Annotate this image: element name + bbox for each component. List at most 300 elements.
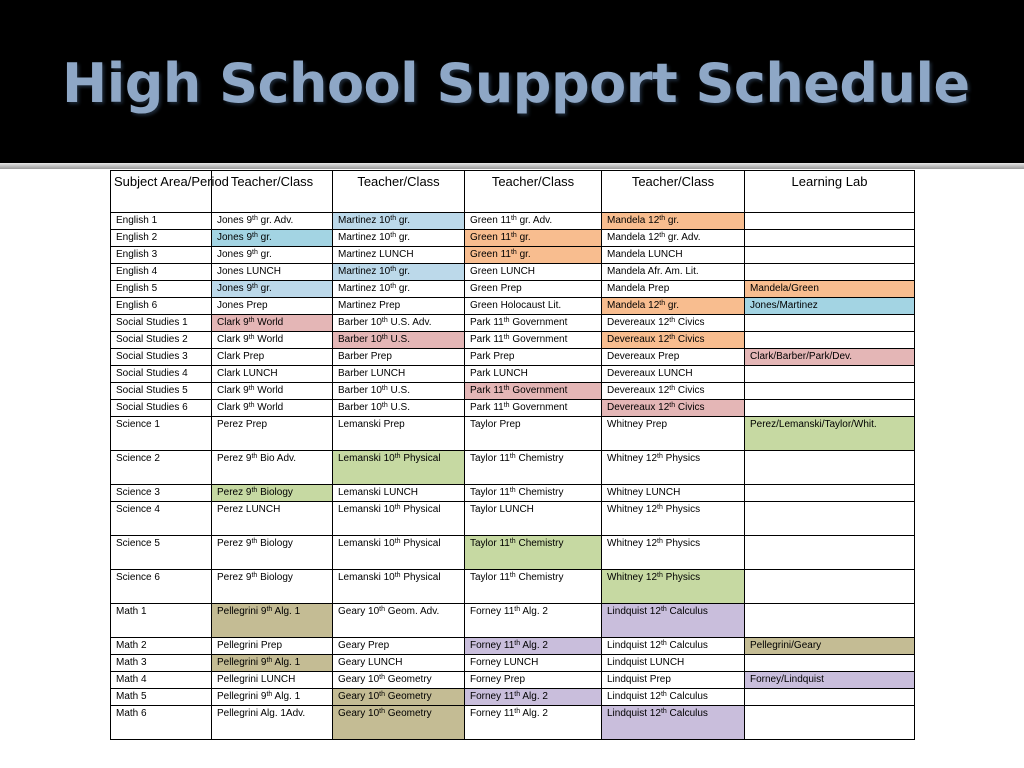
- ordinal-suffix: th: [252, 249, 258, 256]
- teacher-class-cell: [212, 400, 333, 417]
- learning-lab-cell: [745, 264, 915, 281]
- cell-text: World: [254, 317, 284, 328]
- teacher-class-cell: [602, 672, 745, 689]
- page-title: High School Support Schedule: [62, 52, 970, 115]
- cell-text: Lemanski 10: [338, 538, 395, 549]
- learning-lab-label: Mandela/Green: [750, 283, 819, 294]
- cell-text: Jones 9: [217, 283, 253, 294]
- ordinal-suffix: th: [514, 691, 521, 698]
- cell-text: Park LUNCH: [470, 368, 528, 379]
- cell-text: Civics: [675, 402, 705, 413]
- cell-text: Clark Prep: [217, 351, 265, 362]
- cell-text: Park 11: [470, 317, 504, 328]
- cell-text: Taylor 11: [470, 453, 510, 464]
- cell-text: Chemistry: [515, 487, 564, 498]
- subject-cell: [111, 349, 212, 366]
- teacher-class-cell: [333, 672, 465, 689]
- ordinal-suffix: th: [252, 283, 258, 290]
- learning-lab-cell: [745, 672, 915, 689]
- cell-text: Chemistry: [515, 453, 564, 464]
- cell-text: Geary Prep: [338, 640, 390, 651]
- teacher-class-cell: [212, 536, 333, 570]
- ordinal-suffix: th: [252, 215, 258, 222]
- cell-text: gr.: [396, 215, 410, 226]
- cell-text: Perez Prep: [217, 419, 268, 430]
- cell-text: Martinez 10: [338, 283, 391, 294]
- cell-text: Perez 9: [217, 453, 252, 464]
- cell-text: gr. Adv.: [665, 232, 701, 243]
- cell-text: Physical: [400, 572, 441, 583]
- ordinal-suffix: th: [248, 317, 255, 324]
- cell-text: Taylor 11: [470, 538, 510, 549]
- subject-label: Science 5: [116, 538, 160, 549]
- cell-text: Devereaux LUNCH: [607, 368, 693, 379]
- table-row: [111, 230, 915, 247]
- teacher-class-cell: [465, 570, 602, 604]
- learning-lab-label: Pellegrini/Geary: [750, 640, 822, 651]
- header-subject: Subject Area/Period: [111, 171, 212, 213]
- teacher-class-cell: [333, 383, 465, 400]
- teacher-class-cell: [333, 264, 465, 281]
- subject-label: Science 6: [116, 572, 160, 583]
- subject-cell: [111, 298, 212, 315]
- teacher-class-cell: [465, 264, 602, 281]
- teacher-class-cell: [212, 315, 333, 332]
- teacher-class-cell: [602, 604, 745, 638]
- ordinal-suffix: th: [669, 334, 676, 341]
- learning-lab-cell: [745, 485, 915, 502]
- teacher-class-cell: [602, 689, 745, 706]
- teacher-class-cell: [602, 332, 745, 349]
- cell-text: Geary LUNCH: [338, 657, 403, 668]
- cell-text: Devereaux 12: [607, 385, 670, 396]
- cell-text: Geometry: [384, 691, 432, 702]
- ordinal-suffix: th: [251, 487, 258, 494]
- cell-text: Whitney LUNCH: [607, 487, 681, 498]
- learning-lab-label: Jones/Martinez: [750, 300, 818, 311]
- learning-lab-label: Perez/Lemanski/Taylor/Whit.: [750, 419, 877, 430]
- cell-text: Taylor Prep: [470, 419, 521, 430]
- subject-label: Science 2: [116, 453, 160, 464]
- cell-text: Calculus: [666, 691, 708, 702]
- cell-text: Government: [509, 334, 568, 345]
- table-row: [111, 485, 915, 502]
- teacher-class-cell: [333, 638, 465, 655]
- teacher-class-cell: [465, 400, 602, 417]
- cell-text: Devereaux 12: [607, 334, 670, 345]
- learning-lab-cell: [745, 213, 915, 230]
- subject-cell: [111, 400, 212, 417]
- cell-text: Green LUNCH: [470, 266, 536, 277]
- table-row: [111, 451, 915, 485]
- learning-lab-cell: [745, 536, 915, 570]
- learning-lab-cell: [745, 689, 915, 706]
- teacher-class-cell: [602, 570, 745, 604]
- subject-label: Math 6: [116, 708, 147, 719]
- cell-text: Jones 9: [217, 232, 253, 243]
- cell-text: gr.: [516, 232, 531, 243]
- header-teacher-class-3: Teacher/Class: [465, 171, 602, 213]
- ordinal-suffix: th: [251, 453, 258, 460]
- cell-text: gr.: [516, 249, 531, 260]
- teacher-class-cell: [333, 332, 465, 349]
- table-row: [111, 672, 915, 689]
- teacher-class-cell: [333, 604, 465, 638]
- cell-text: gr. Adv.: [516, 215, 553, 226]
- cell-text: Clark LUNCH: [217, 368, 278, 379]
- cell-text: Physics: [662, 504, 701, 515]
- teacher-class-cell: [602, 383, 745, 400]
- subject-cell: [111, 332, 212, 349]
- cell-text: Pellegrini Alg. 1Adv.: [217, 708, 306, 719]
- subject-cell: [111, 689, 212, 706]
- subject-cell: [111, 672, 212, 689]
- teacher-class-cell: [212, 247, 333, 264]
- cell-text: Calculus: [666, 606, 708, 617]
- cell-text: Forney 11: [470, 691, 515, 702]
- teacher-class-cell: [465, 485, 602, 502]
- learning-lab-cell: [745, 400, 915, 417]
- ordinal-suffix: th: [381, 385, 388, 392]
- cell-text: Devereaux 12: [607, 402, 670, 413]
- subject-label: Social Studies 3: [116, 351, 188, 362]
- subject-cell: [111, 417, 212, 451]
- teacher-class-cell: [465, 281, 602, 298]
- teacher-class-cell: [465, 604, 602, 638]
- cell-text: Physical: [400, 538, 441, 549]
- cell-text: Geometry: [384, 708, 432, 719]
- cell-text: Alg. 2: [520, 640, 548, 651]
- table-row: [111, 366, 915, 383]
- cell-text: World: [254, 334, 284, 345]
- learning-lab-cell: [745, 349, 915, 366]
- teacher-class-cell: [212, 213, 333, 230]
- teacher-class-cell: [333, 706, 465, 740]
- ordinal-suffix: th: [381, 317, 388, 324]
- ordinal-suffix: th: [510, 232, 517, 239]
- cell-text: Pellegrini Prep: [217, 640, 283, 651]
- table-row: [111, 400, 915, 417]
- teacher-class-cell: [465, 417, 602, 451]
- teacher-class-cell: [212, 502, 333, 536]
- cell-text: World: [254, 385, 284, 396]
- ordinal-suffix: th: [509, 572, 516, 579]
- cell-text: U.S.: [387, 334, 410, 345]
- ordinal-suffix: th: [251, 572, 258, 579]
- cell-text: Barber 10: [338, 385, 382, 396]
- ordinal-suffix: th: [381, 402, 388, 409]
- schedule-table: [110, 170, 915, 740]
- teacher-class-cell: [333, 366, 465, 383]
- learning-lab-cell: [745, 655, 915, 672]
- cell-text: Green 11: [470, 215, 511, 226]
- cell-text: Lemanski 10: [338, 453, 395, 464]
- teacher-class-cell: [602, 502, 745, 536]
- ordinal-suffix: th: [394, 538, 401, 545]
- ordinal-suffix: th: [381, 334, 388, 341]
- subject-label: Social Studies 2: [116, 334, 188, 345]
- ordinal-suffix: th: [660, 708, 667, 715]
- cell-text: U.S.: [387, 402, 410, 413]
- cell-text: Barber LUNCH: [338, 368, 406, 379]
- teacher-class-cell: [333, 502, 465, 536]
- cell-text: Park 11: [470, 334, 504, 345]
- ordinal-suffix: th: [390, 232, 397, 239]
- cell-text: Physics: [662, 538, 701, 549]
- teacher-class-cell: [212, 451, 333, 485]
- teacher-class-cell: [465, 230, 602, 247]
- ordinal-suffix: th: [379, 674, 385, 681]
- cell-text: Lindquist 12: [607, 691, 661, 702]
- cell-text: U.S.: [387, 385, 410, 396]
- cell-text: Lindquist 12: [607, 640, 661, 651]
- teacher-class-cell: [602, 451, 745, 485]
- ordinal-suffix: th: [659, 232, 666, 239]
- table-row: [111, 349, 915, 366]
- cell-text: Forney 11: [470, 606, 515, 617]
- teacher-class-cell: [212, 383, 333, 400]
- learning-lab-cell: [745, 502, 915, 536]
- teacher-class-cell: [212, 366, 333, 383]
- cell-text: Forney 11: [470, 640, 515, 651]
- cell-text: Taylor LUNCH: [470, 504, 534, 515]
- cell-text: U.S. Adv.: [387, 317, 432, 328]
- cell-text: Whitney 12: [607, 572, 658, 583]
- teacher-class-cell: [602, 417, 745, 451]
- cell-text: Barber 10: [338, 402, 382, 413]
- ordinal-suffix: th: [394, 453, 401, 460]
- cell-text: gr.: [396, 266, 410, 277]
- table-row: [111, 417, 915, 451]
- learning-lab-cell: [745, 281, 915, 298]
- cell-text: Lindquist 12: [607, 708, 661, 719]
- subject-cell: [111, 604, 212, 638]
- teacher-class-cell: [212, 298, 333, 315]
- teacher-class-cell: [602, 281, 745, 298]
- cell-text: Taylor 11: [470, 487, 510, 498]
- ordinal-suffix: th: [514, 640, 521, 647]
- cell-text: Jones LUNCH: [217, 266, 281, 277]
- cell-text: Biology: [257, 572, 293, 583]
- teacher-class-cell: [465, 332, 602, 349]
- subject-label: Social Studies 1: [116, 317, 188, 328]
- cell-text: Lindquist LUNCH: [607, 657, 685, 668]
- learning-lab-cell: [745, 417, 915, 451]
- teacher-class-cell: [333, 315, 465, 332]
- cell-text: Government: [509, 385, 568, 396]
- ordinal-suffix: th: [657, 453, 663, 460]
- cell-text: Pellegrini 9: [217, 691, 267, 702]
- cell-text: Civics: [675, 317, 705, 328]
- teacher-class-cell: [212, 689, 333, 706]
- cell-text: Chemistry: [515, 572, 564, 583]
- subject-cell: [111, 638, 212, 655]
- ordinal-suffix: th: [503, 334, 510, 341]
- ordinal-suffix: th: [510, 249, 517, 256]
- ordinal-suffix: th: [394, 504, 401, 511]
- teacher-class-cell: [212, 655, 333, 672]
- ordinal-suffix: th: [660, 691, 667, 698]
- teacher-class-cell: [333, 451, 465, 485]
- ordinal-suffix: th: [503, 385, 510, 392]
- ordinal-suffix: th: [660, 640, 667, 647]
- table-row: [111, 281, 915, 298]
- subject-cell: [111, 366, 212, 383]
- cell-text: Lemanski LUNCH: [338, 487, 419, 498]
- teacher-class-cell: [333, 400, 465, 417]
- ordinal-suffix: th: [266, 657, 273, 664]
- cell-text: Forney 11: [470, 708, 515, 719]
- cell-text: Alg. 1: [272, 691, 301, 702]
- learning-lab-cell: [745, 604, 915, 638]
- learning-lab-cell: [745, 366, 915, 383]
- subject-cell: [111, 706, 212, 740]
- teacher-class-cell: [602, 315, 745, 332]
- header-teacher-class-4: Teacher/Class: [602, 171, 745, 213]
- cell-text: Whitney 12: [607, 453, 658, 464]
- teacher-class-cell: [602, 349, 745, 366]
- teacher-class-cell: [212, 604, 333, 638]
- teacher-class-cell: [602, 706, 745, 740]
- teacher-class-cell: [602, 366, 745, 383]
- cell-text: Devereaux Prep: [607, 351, 680, 362]
- teacher-class-cell: [602, 638, 745, 655]
- subject-label: Math 3: [116, 657, 147, 668]
- teacher-class-cell: [602, 400, 745, 417]
- table-row: [111, 213, 915, 230]
- learning-lab-cell: [745, 298, 915, 315]
- teacher-class-cell: [212, 706, 333, 740]
- ordinal-suffix: th: [390, 283, 397, 290]
- cell-text: Government: [509, 402, 568, 413]
- table-row: [111, 536, 915, 570]
- teacher-class-cell: [465, 706, 602, 740]
- ordinal-suffix: th: [503, 317, 510, 324]
- cell-text: gr.: [257, 232, 272, 243]
- ordinal-suffix: th: [657, 504, 663, 511]
- teacher-class-cell: [465, 366, 602, 383]
- cell-text: Barber Prep: [338, 351, 392, 362]
- teacher-class-cell: [465, 655, 602, 672]
- cell-text: Alg. 1: [272, 657, 301, 668]
- teacher-class-cell: [333, 689, 465, 706]
- cell-text: Martinez LUNCH: [338, 249, 414, 260]
- teacher-class-cell: [602, 247, 745, 264]
- table-row: [111, 689, 915, 706]
- cell-text: Lemanski Prep: [338, 419, 405, 430]
- cell-text: gr. Adv.: [257, 215, 294, 226]
- subject-label: English 2: [116, 232, 158, 243]
- teacher-class-cell: [333, 349, 465, 366]
- ordinal-suffix: th: [503, 402, 510, 409]
- teacher-class-cell: [333, 485, 465, 502]
- teacher-class-cell: [465, 672, 602, 689]
- cell-text: Physical: [400, 504, 441, 515]
- cell-text: Martinez 10: [338, 215, 391, 226]
- ordinal-suffix: th: [252, 232, 258, 239]
- teacher-class-cell: [465, 638, 602, 655]
- cell-text: Perez 9: [217, 538, 252, 549]
- teacher-class-cell: [465, 451, 602, 485]
- subject-label: Social Studies 4: [116, 368, 188, 379]
- ordinal-suffix: th: [248, 334, 255, 341]
- cell-text: Clark 9: [217, 317, 249, 328]
- cell-text: gr.: [257, 249, 272, 260]
- cell-text: Biology: [257, 538, 293, 549]
- cell-text: Lemanski 10: [338, 572, 395, 583]
- teacher-class-cell: [465, 502, 602, 536]
- learning-lab-cell: [745, 706, 915, 740]
- subject-cell: [111, 536, 212, 570]
- cell-text: Green 11: [470, 232, 511, 243]
- subject-label: Math 5: [116, 691, 147, 702]
- cell-text: Civics: [675, 334, 705, 345]
- teacher-class-cell: [602, 536, 745, 570]
- cell-text: Lindquist 12: [607, 606, 661, 617]
- cell-text: Clark 9: [217, 334, 249, 345]
- cell-text: Geary 10: [338, 674, 380, 685]
- learning-lab-cell: [745, 332, 915, 349]
- cell-text: Biology: [257, 487, 293, 498]
- cell-text: Whitney 12: [607, 504, 658, 515]
- cell-text: Alg. 1: [272, 606, 301, 617]
- cell-text: Mandela Afr. Am. Lit.: [607, 266, 699, 277]
- subject-label: Math 2: [116, 640, 147, 651]
- teacher-class-cell: [333, 417, 465, 451]
- ordinal-suffix: th: [510, 215, 517, 222]
- learning-lab-cell: [745, 451, 915, 485]
- teacher-class-cell: [602, 485, 745, 502]
- teacher-class-cell: [333, 570, 465, 604]
- cell-text: Pellegrini 9: [217, 657, 267, 668]
- cell-text: Mandela Prep: [607, 283, 670, 294]
- subject-label: English 3: [116, 249, 158, 260]
- cell-text: Jones Prep: [217, 300, 268, 311]
- cell-text: Calculus: [666, 640, 708, 651]
- header-teacher-class-2: Teacher/Class: [333, 171, 465, 213]
- teacher-class-cell: [602, 298, 745, 315]
- cell-text: gr.: [396, 283, 410, 294]
- teacher-class-cell: [465, 247, 602, 264]
- cell-text: Green 11: [470, 249, 511, 260]
- cell-text: Whitney 12: [607, 538, 658, 549]
- teacher-class-cell: [212, 230, 333, 247]
- cell-text: Martinez 10: [338, 232, 391, 243]
- cell-text: gr.: [396, 232, 410, 243]
- cell-text: Whitney Prep: [607, 419, 668, 430]
- learning-lab-cell: [745, 638, 915, 655]
- cell-text: Mandela 12: [607, 215, 660, 226]
- subject-label: Math 4: [116, 674, 147, 685]
- learning-lab-label: Clark/Barber/Park/Dev.: [750, 351, 853, 362]
- table-row: [111, 264, 915, 281]
- cell-text: Perez 9: [217, 572, 252, 583]
- learning-lab-cell: [745, 230, 915, 247]
- ordinal-suffix: th: [669, 317, 676, 324]
- ordinal-suffix: th: [394, 572, 401, 579]
- ordinal-suffix: th: [659, 215, 666, 222]
- subject-cell: [111, 264, 212, 281]
- teacher-class-cell: [465, 298, 602, 315]
- teacher-class-cell: [333, 298, 465, 315]
- cell-text: Park Prep: [470, 351, 515, 362]
- ordinal-suffix: th: [514, 606, 521, 613]
- table-row: [111, 383, 915, 400]
- subject-label: Math 1: [116, 606, 147, 617]
- cell-text: Martinez 10: [338, 266, 391, 277]
- cell-text: Geary 10: [338, 691, 380, 702]
- teacher-class-cell: [465, 536, 602, 570]
